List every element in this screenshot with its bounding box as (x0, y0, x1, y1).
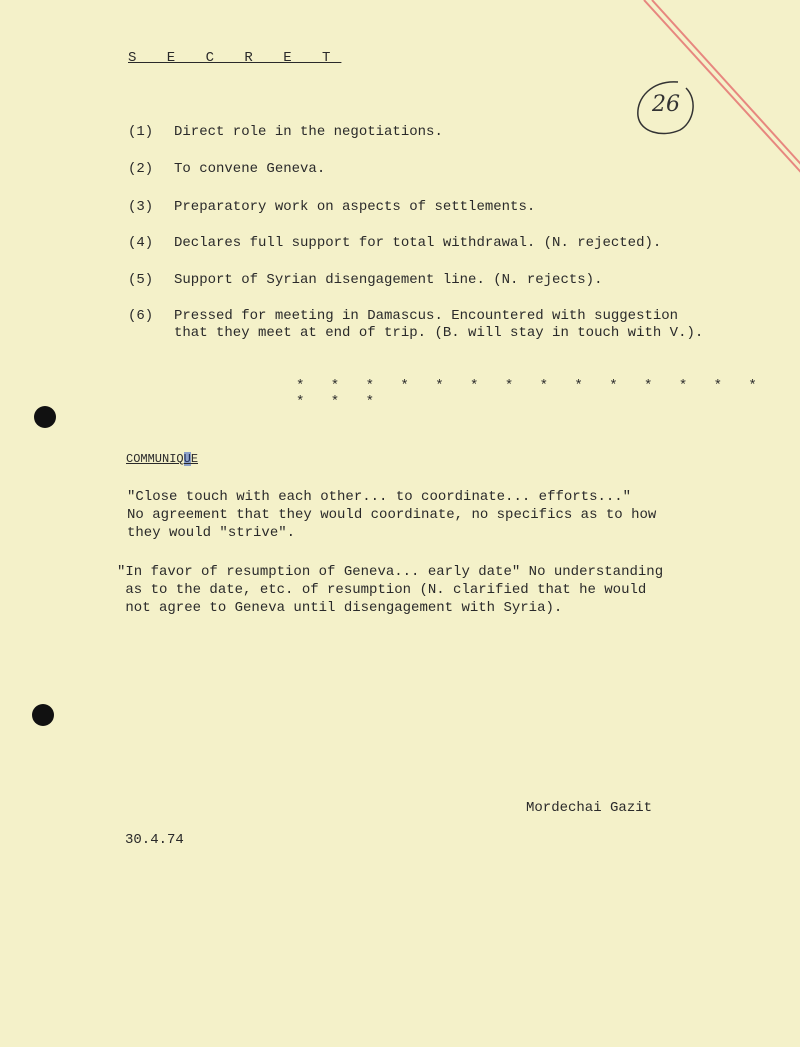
list-item-number: (5) (128, 272, 154, 288)
list-item-text: Preparatory work on aspects of settlements. (174, 199, 536, 215)
star-separator: * * * * * * * * * * * * * * * * * (296, 378, 766, 410)
list-item-text: Support of Syrian disengagement line. (N. rejects). (174, 272, 603, 288)
list-item-number: (1) (128, 124, 154, 140)
classification-header: S E C R E T (128, 50, 342, 66)
communique-paragraph-1: "Close touch with each other... to coordinate... efforts..." No agreement that they would coordinate, no specifics as to how they would "strive". (127, 489, 657, 541)
list-item-text: Declares full support for total withdrawal. (N. rejected). (174, 235, 662, 251)
list-item-number: (6) (128, 308, 154, 324)
punch-hole-top (34, 406, 56, 428)
handwritten-page-number (632, 78, 700, 140)
communique-heading (126, 452, 198, 466)
document-date: 30.4.74 (125, 832, 184, 848)
list-item-number: (4) (128, 235, 154, 251)
list-item-text: Pressed for meeting in Damascus. Encountered with suggestion that they meet at end of trip. (B. will stay in touch with V.). (174, 308, 704, 341)
page-number-text: 26 (652, 92, 680, 117)
heading-suffix: E (190, 452, 199, 466)
heading-struck-letter: U (183, 452, 191, 466)
list-item-number: (2) (128, 161, 154, 177)
communique-paragraph-2: "In favor of resumption of Geneva... early date" No understanding as to the date, etc. of resumption (N. clarified that he would not agree to Geneva until disengagement with Syria). (117, 564, 664, 616)
list-item-number: (3) (128, 199, 154, 215)
signature-name: Mordechai Gazit (526, 800, 653, 816)
list-item-text: Direct role in the negotiations. (174, 124, 443, 140)
list-item-text: To convene Geneva. (174, 161, 326, 177)
punch-hole-bottom (32, 704, 54, 726)
heading-prefix: COMMUNIQ (126, 452, 184, 466)
